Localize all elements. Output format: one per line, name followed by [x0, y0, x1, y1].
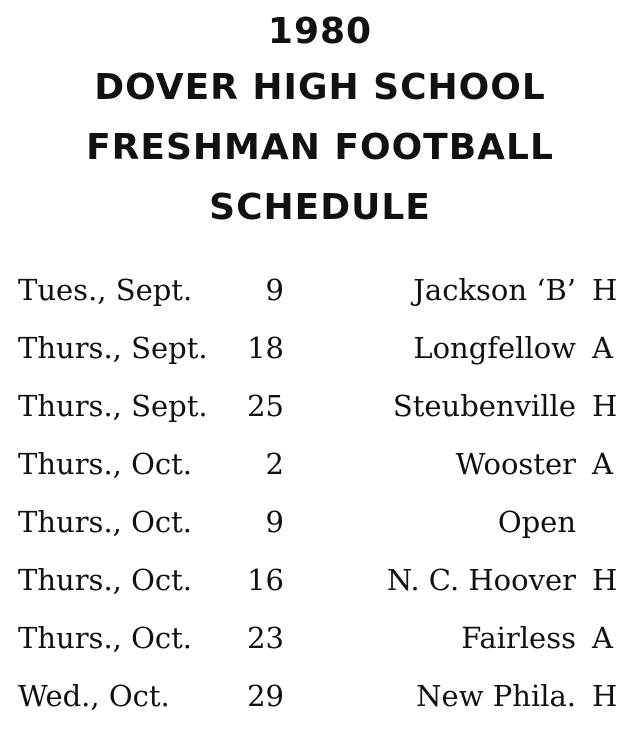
schedule-row — [0, 502, 640, 542]
game-day: Tues., Sept. — [18, 273, 193, 307]
game-opponent: Fairless — [461, 621, 576, 655]
game-opponent: Longfellow — [413, 331, 576, 365]
schedule-row — [0, 386, 640, 426]
game-date: 29 — [247, 679, 284, 713]
schedule-row — [0, 676, 640, 716]
game-opponent: N. C. Hoover — [386, 563, 576, 597]
game-day: Thurs., Oct. — [18, 505, 192, 539]
game-date: 18 — [247, 331, 284, 365]
schedule-row — [0, 270, 640, 310]
game-opponent: Jackson ‘B’ — [413, 273, 576, 307]
game-day: Wed., Oct. — [18, 679, 170, 713]
schedule-row — [0, 618, 640, 658]
game-site: H — [592, 679, 618, 713]
game-date: 16 — [247, 563, 284, 597]
schedule-row — [0, 560, 640, 600]
game-opponent: Steubenville — [392, 389, 576, 423]
title-team: FRESHMAN FOOTBALL — [86, 127, 554, 168]
game-site: H — [592, 273, 618, 307]
game-site: H — [592, 563, 618, 597]
game-date: 9 — [265, 505, 284, 539]
game-opponent: New Phila. — [416, 679, 576, 713]
title-school: DOVER HIGH SCHOOL — [94, 67, 546, 108]
game-day: Thurs., Oct. — [18, 563, 192, 597]
schedule-row — [0, 444, 640, 484]
game-site: A — [592, 621, 613, 655]
game-day: Thurs., Sept. — [18, 389, 208, 423]
game-day: Thurs., Sept. — [18, 331, 208, 365]
game-site: H — [592, 389, 618, 423]
game-day: Thurs., Oct. — [18, 621, 192, 655]
schedule-row — [0, 328, 640, 368]
game-date: 2 — [265, 447, 284, 481]
game-date: 9 — [265, 273, 284, 307]
game-day: Thurs., Oct. — [18, 447, 192, 481]
game-date: 25 — [247, 389, 284, 423]
title-schedule: SCHEDULE — [209, 187, 431, 228]
game-opponent: Open — [497, 505, 576, 539]
game-site: A — [592, 331, 613, 365]
title-year: 1980 — [267, 11, 373, 52]
game-site: A — [592, 447, 613, 481]
game-date: 23 — [247, 621, 284, 655]
game-opponent: Wooster — [455, 447, 576, 481]
